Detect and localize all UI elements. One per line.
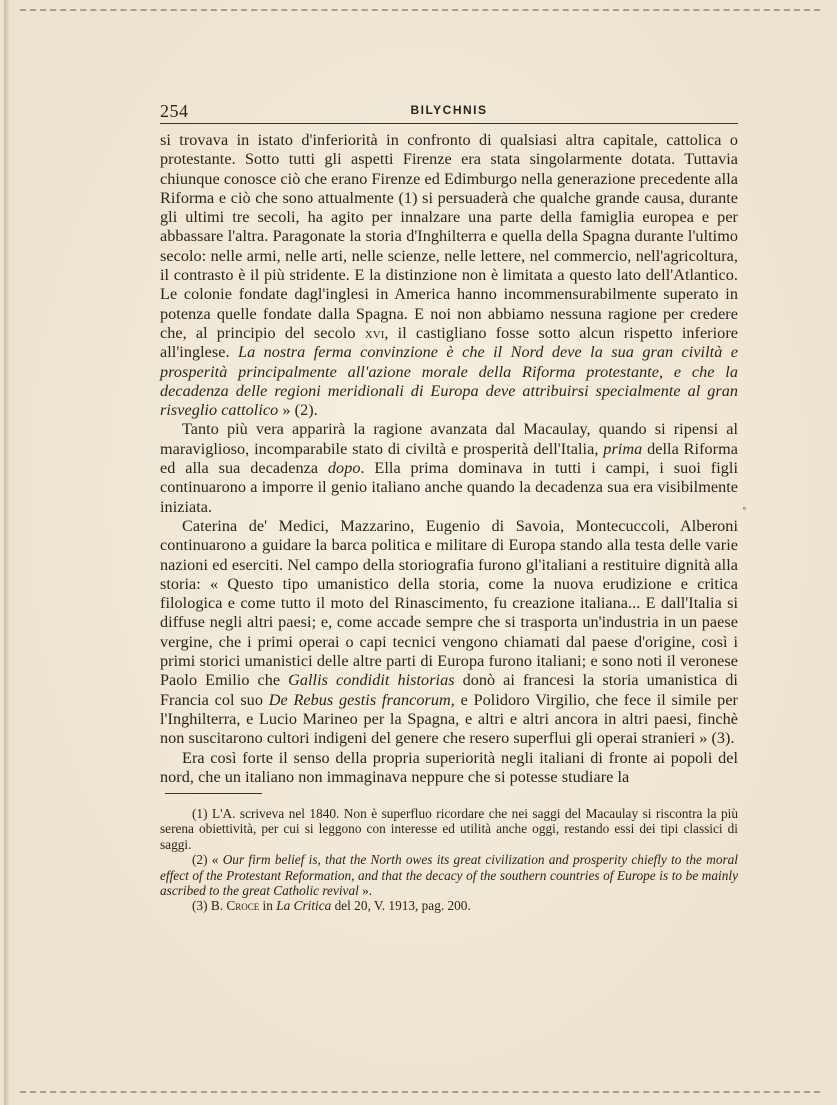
paragraph-1: si trovava in istato d'inferiorità in confronto di qualsiasi altra capitale, cattolica o protestante. Sotto tutti gli aspetti Firenze era stata singolarmente dotata. Tuttavia chiunque conosce ciò che erano Firenze ed Edimburgo nella generazione precedente alla Riforma e ciò che sono attualmente (1) si persuaderà che qualche grande causa, durante gli ultimi tre secoli, ha agito per innalzare una parte della famiglia europea e per abbassare l'altra. Paragonate la storia d'Inghilterra e quella della Spagna durante l'ultimo secolo: nelle armi, nelle arti, nelle scienze, nelle lettere, nel commercio, nell'agricoltura, il contrasto è il più stridente. E la distinzione non è limitata a questo lato dell'Atlantico. Le colonie fondate dagl'inglesi in America hanno incommensurabilmente superato in potenza quelle fondate dalla Spagna. E noi non abbiamo nessuna ragione per credere che, al principio del secolo xvi, il castigliano fosse sotto alcun rispetto inferiore all'inglese. La nostra ferma convinzione è che il Nord deve la sua gran civiltà e prosperità principalmente all'azione morale della Riforma protestante, e che la decadenza delle regioni meridionali di Europa deve attribuirsi specialmente al gran risveglio cattolico » (2). xyxy=(160,131,738,420)
paragraph-2: Tanto più vera apparirà la ragione avanzata dal Macaulay, quando si ripensi al maraviglioso, incomparabile stato di civiltà e prosperità dell'Italia, prima della Riforma ed alla sua decadenza dopo. Ella prima dominava in tutti i campi, i suoi figli continuarono a imporre il genio italiano anche quando la decadenza sua era visibilmente iniziata. xyxy=(160,420,738,516)
paragraph-3: Caterina de' Medici, Mazzarino, Eugenio di Savoia, Montecuccoli, Alberoni continuarono a guidare la barca politica e militare di Europa stando alla testa delle varie nazioni ed eserciti. Nel campo della storiografia furono gl'italiani a restituire dignità alla storia: « Questo tipo umanistico della storia, come la nuova erudizione e critica filologica e come tutto il moto del Rinascimento, fu creazione italiana... E dall'Italia si diffuse negli altri paesi; e, come accade sempre che si trasporta un'industria in un paese vergine, che i primi operai o capi tecnici vengono chiamati dal paese d'origine, così i primi storici umanistici delle altre parti di Europa furono italiani; e sono noti il veronese Paolo Emilio che Gallis condidit historias donò ai francesi la storia umanistica di Francia col suo De Rebus gestis francorum, e Polidoro Virgilio, che fece il simile per l'Inghilterra, e Lucio Marineo per la Spagna, e altri e altri ancora in altri paesi, finchè non suscitarono cultori indigeni del genere che resero superflui gli operai stranieri » (3). xyxy=(160,516,738,748)
footnote-rule xyxy=(165,793,262,794)
page-number: 254 xyxy=(160,101,189,121)
running-head xyxy=(160,101,738,124)
page-bottom-edge xyxy=(20,1091,820,1099)
footnote-1: (1) L'A. scriveva nel 1840. Non è superfluo ricordare che nei saggi del Macaulay si riscontra la più serena obiettività, per cui si leggono con interesse ed utilità anche oggi, restando essi dei tipi classici di saggi. xyxy=(160,806,738,852)
margin-mark: ˚ xyxy=(742,506,747,521)
footnotes xyxy=(160,806,738,914)
page-left-edge xyxy=(4,0,10,1105)
page-top-edge xyxy=(20,2,820,11)
body-text xyxy=(160,131,738,787)
paragraph-4: Era così forte il senso della propria superiorità negli italiani di fronte ai popoli del nord, che un italiano non immaginava neppure che si potesse studiare la xyxy=(160,748,738,786)
footnote-3: (3) B. Croce in La Critica del 20, V. 1913, pag. 200. xyxy=(192,898,471,914)
footnote-2: (2) « Our firm belief is, that the North owes its great civilization and prosperity chiefly to the moral effect of the Protestant Reformation, and that the decacy of the southern countries of Europe is to be mainly ascribed to the great Catholic revival ». xyxy=(160,852,738,899)
journal-title: BILYCHNIS xyxy=(410,103,488,117)
